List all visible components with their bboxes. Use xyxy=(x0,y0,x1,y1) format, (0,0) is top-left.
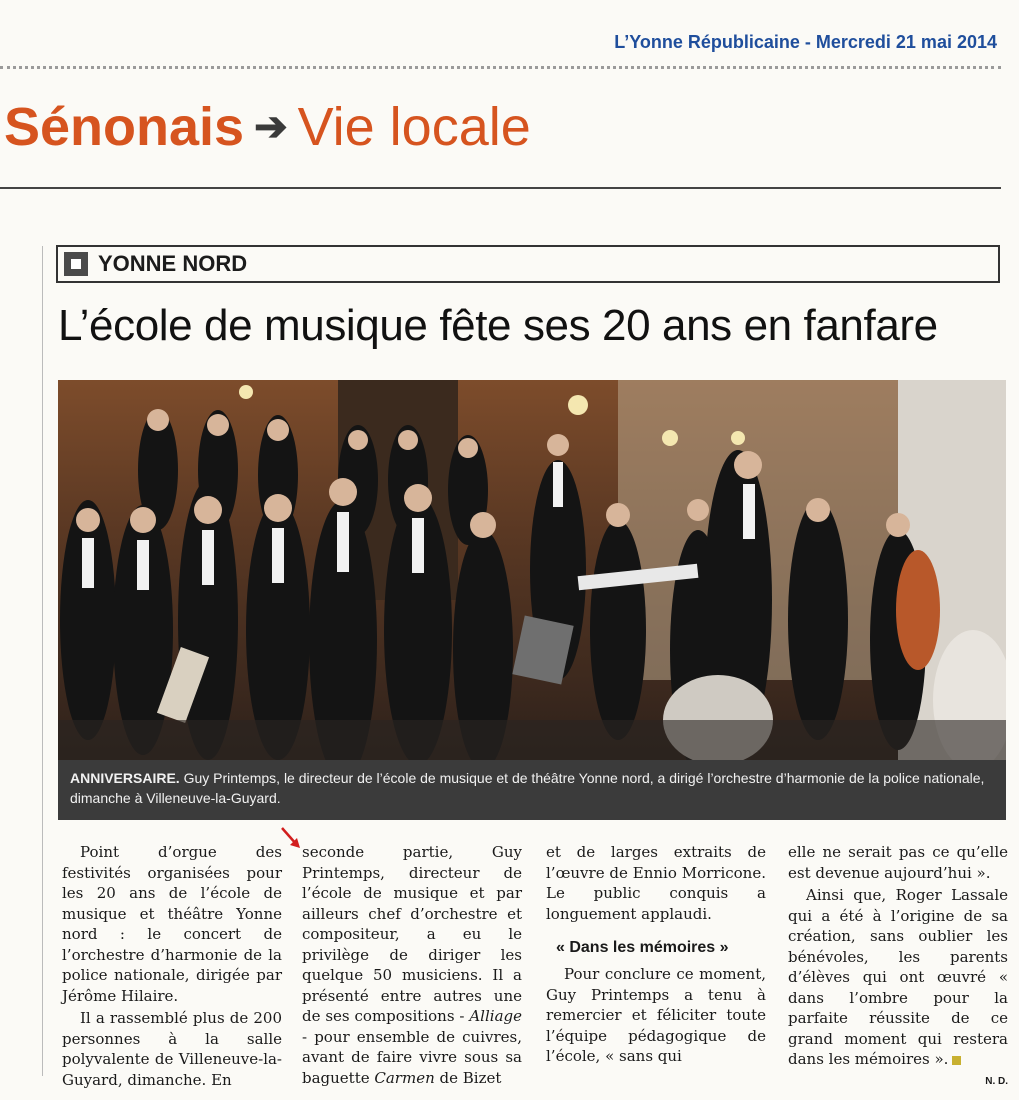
masthead: L’Yonne Républicaine - Mercredi 21 mai 2014 xyxy=(614,32,997,52)
title-carmen: Carmen xyxy=(374,1068,435,1087)
article-column-3 xyxy=(546,842,766,1067)
paragraph: Il a rassemblé plus de 200 personnes à la salle polyvalente de Villeneuve-la-Guyard, dimanche. En xyxy=(62,1009,282,1089)
paragraph: Pour conclure ce moment, Guy Printemps a tenu à remercier et féliciter toute l’équipe pédagogique de l’école, « sans qui xyxy=(546,965,766,1065)
byline: N. D. xyxy=(985,1075,1008,1087)
text-run: Ainsi que, Roger Lassale qui a été à l’origine de sa création, sans oublier les bénévoles, les parents d’élèves qui ont œuvré « dans l’ombre pour la parfaite réussite de ce grand moment qui restera dans les mémoires ». xyxy=(788,886,1008,1068)
paragraph: Point d’orgue des festivités organisées pour les 20 ans de l’école de musique et théâtre Yonne nord : le concert de l’orchestre d’harmonie de la police nationale, dirigée par Jérôme Hilaire. xyxy=(62,843,282,1005)
paragraph xyxy=(788,885,1008,1070)
section-heading xyxy=(4,92,531,162)
paragraph: elle ne serait pas ce qu’elle est devenue aujourd’hui ». xyxy=(788,843,1008,882)
text-run: de Bizet xyxy=(434,1068,502,1087)
square-icon xyxy=(64,252,88,276)
kicker-label: YONNE NORD xyxy=(98,251,248,276)
article-headline: L’école de musique fête ses 20 ans en fanfare xyxy=(58,301,938,350)
article-column-4 xyxy=(788,842,1008,1092)
arrow-right-icon: ➔ xyxy=(254,105,288,149)
paragraph xyxy=(302,842,522,1088)
end-mark-icon xyxy=(952,1056,961,1065)
caption-lead: ANNIVERSAIRE. xyxy=(70,770,180,786)
article-subhead: « Dans les mémoires » xyxy=(556,939,729,956)
text-run: - pour ensemble de cuivres, avant de faire vivre sous sa baguette xyxy=(302,1027,522,1087)
title-alliage: Alliage xyxy=(469,1007,522,1025)
section-divider xyxy=(0,187,1001,189)
top-divider xyxy=(0,66,1001,69)
section-subname: Vie locale xyxy=(297,97,531,157)
paragraph: et de larges extraits de l’œuvre de Ennio Morricone. Le public conquis a longuement applaudi. xyxy=(546,843,766,923)
article-column-1 xyxy=(62,842,282,1090)
orchestra-illustration xyxy=(58,380,1006,760)
red-arrow-icon xyxy=(280,826,302,850)
photo-caption xyxy=(58,760,1006,820)
section-name: Sénonais xyxy=(4,97,245,157)
kicker-bar xyxy=(56,245,1000,283)
text-run: seconde partie, Guy Printemps, directeur de l’école de musique et par ailleurs chef d’orchestre et compositeur, a eu le privilège de diriger les quelque 50 musiciens. Il a présenté entre autres une de ses compositions - xyxy=(302,843,522,1025)
article-column-2 xyxy=(302,842,522,1088)
adjacent-column-edge xyxy=(0,246,43,1076)
article-photo xyxy=(58,380,1006,760)
caption-text: Guy Printemps, le directeur de l’école de musique et de théâtre Yonne nord, a dirigé l’orchestre d’harmonie de la police nationale, dimanche à Villeneuve-la-Guyard. xyxy=(70,770,985,806)
